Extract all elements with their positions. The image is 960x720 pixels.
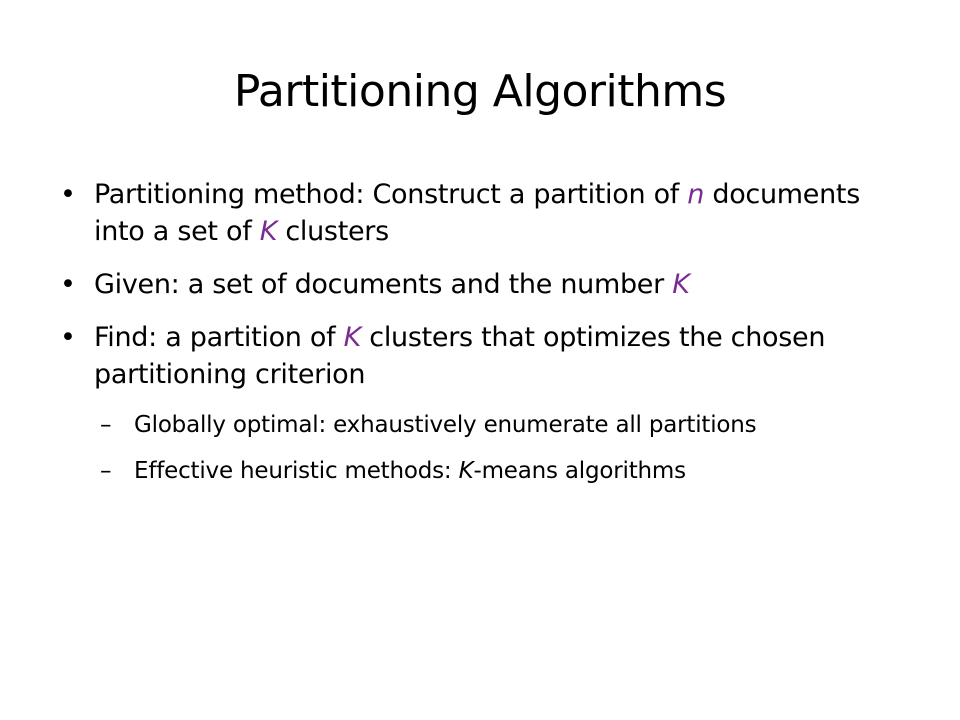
bullet-text: documents into a set of — [94, 179, 860, 247]
sub-item-text: Globally optimal: exhaustively enumerate all partitions — [134, 412, 757, 438]
bullet-list — [60, 176, 910, 501]
bullet-item-given — [60, 266, 910, 303]
sub-item-text: Effective heuristic methods: — [134, 458, 459, 484]
sub-item-globally-optimal — [60, 409, 910, 442]
bullet-icon: • — [60, 269, 76, 300]
bullet-icon: • — [60, 322, 76, 353]
bullet-text: Given: a set of documents and the number — [94, 269, 673, 300]
sub-item-text: -means algorithms — [473, 458, 686, 484]
slide-title: Partitioning Algorithms — [233, 66, 727, 117]
sub-item-heuristic-methods — [60, 455, 910, 488]
variable-k: K — [343, 322, 362, 353]
dash-icon: – — [100, 412, 112, 438]
bullet-text: clusters — [277, 216, 389, 247]
bullet-item-find — [60, 319, 910, 393]
variable-k: K — [458, 458, 474, 484]
bullet-icon: • — [60, 179, 76, 210]
bullet-text: Find: a partition of — [94, 322, 344, 353]
variable-k: K — [259, 216, 278, 247]
bullet-item-partitioning-method — [60, 176, 910, 250]
variable-k: K — [672, 269, 690, 300]
dash-icon: – — [100, 458, 112, 484]
bullet-text: clusters that optimizes the chosen partitioning criterion — [94, 322, 826, 390]
variable-n: n — [687, 179, 705, 210]
bullet-text: Partitioning method: Construct a partition of — [94, 179, 688, 210]
